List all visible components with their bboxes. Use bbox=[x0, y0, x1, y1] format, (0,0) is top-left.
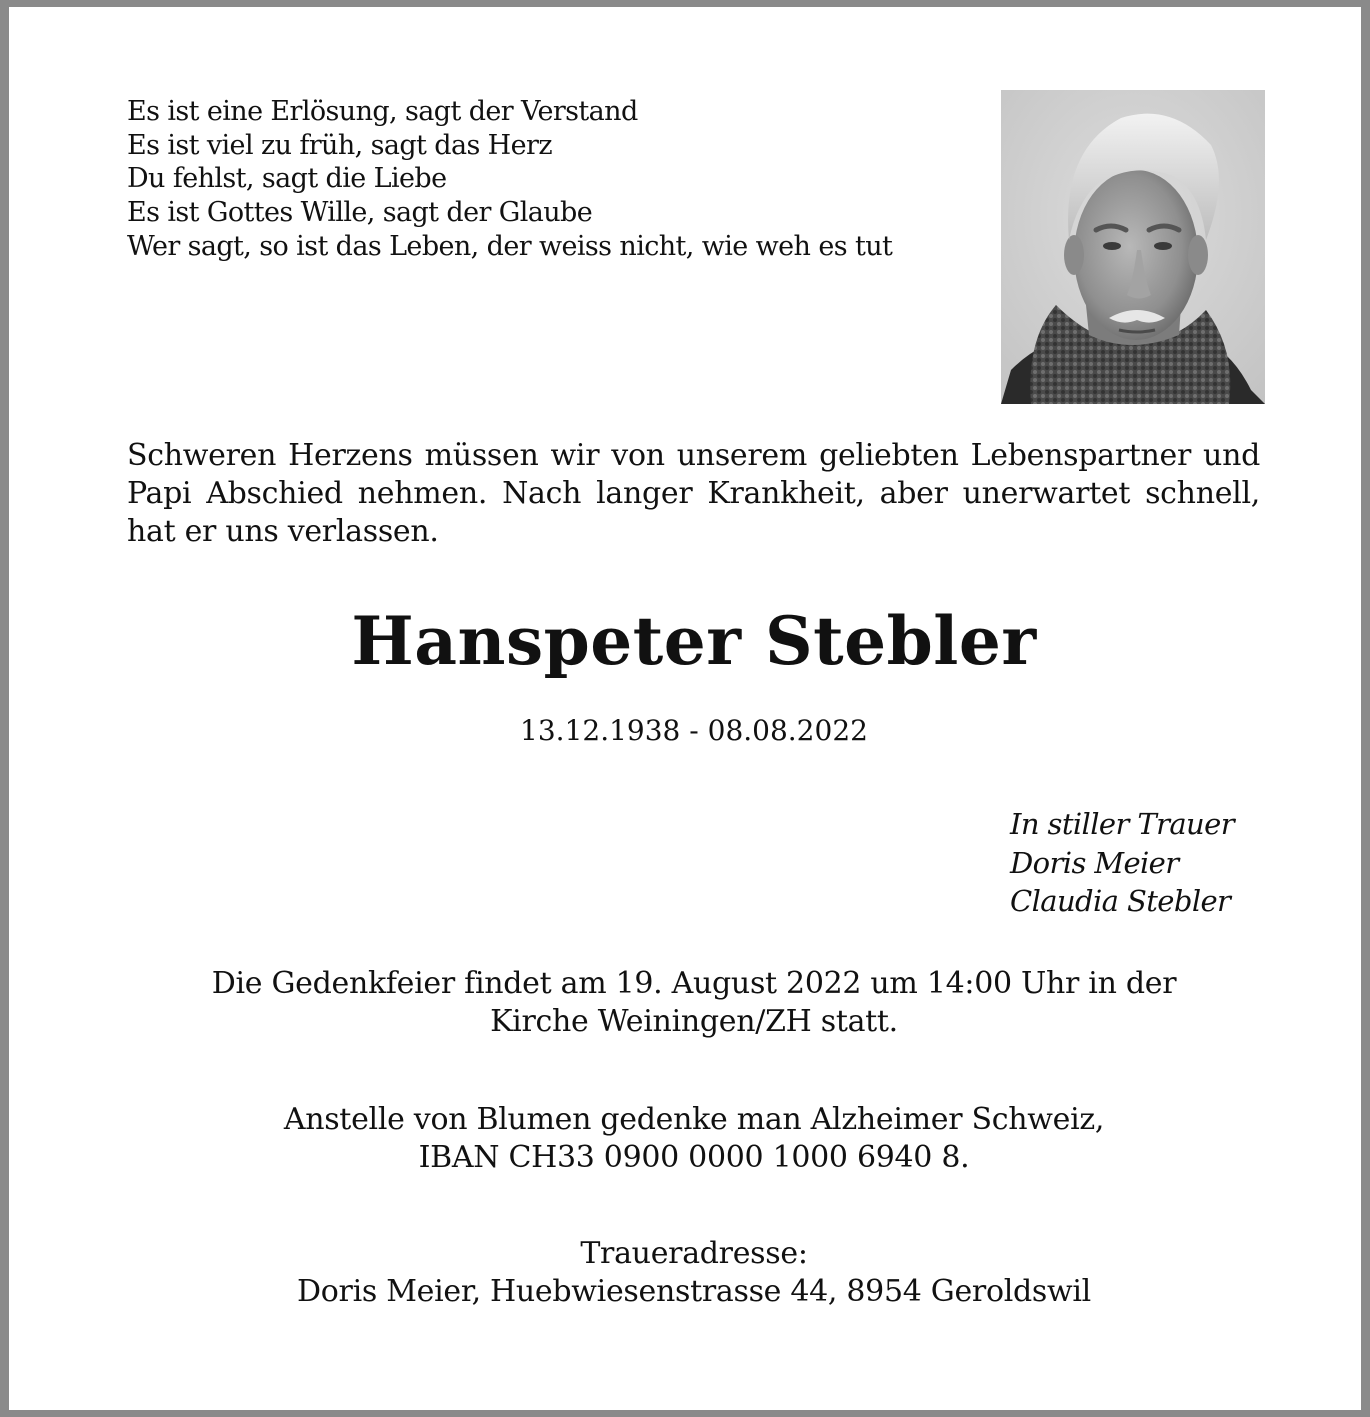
address-line: Doris Meier, Huebwiesenstrasse 44, 8954 Geroldswil bbox=[297, 1273, 1091, 1309]
donation-line: IBAN CH33 0900 0000 1000 6940 8. bbox=[418, 1139, 970, 1175]
mourners-heading: In stiller Trauer bbox=[1010, 807, 1234, 841]
ceremony-line: Kirche Weiningen/ZH statt. bbox=[490, 1003, 898, 1039]
portrait-icon bbox=[1001, 90, 1265, 404]
donation-info bbox=[9, 1101, 1370, 1176]
portrait-photo bbox=[1001, 90, 1265, 404]
address-label: Traueradresse: bbox=[580, 1236, 808, 1271]
mourner-name: Doris Meier bbox=[1010, 845, 1179, 880]
mourning-address bbox=[9, 1235, 1370, 1310]
poem-line: Wer sagt, so ist das Leben, der weiss nicht, wie weh es tut bbox=[127, 230, 893, 262]
ceremony-info bbox=[9, 965, 1370, 1040]
intro-text: Schweren Herzens müssen wir von unserem geliebten Lebenspartner und Papi Abschied nehmen. Nach langer Krankheit, aber unerwartet schnell, hat er uns verlassen. bbox=[127, 438, 1260, 549]
poem bbox=[127, 95, 892, 264]
life-dates: 13.12.1938 - 08.08.2022 bbox=[520, 714, 868, 747]
mourners-block bbox=[1010, 805, 1234, 921]
poem-line: Es ist eine Erlösung, sagt der Verstand bbox=[127, 96, 638, 127]
deceased-name: Hanspeter Stebler bbox=[351, 602, 1037, 680]
poem-line: Es ist viel zu früh, sagt das Herz bbox=[127, 129, 552, 161]
donation-line: Anstelle von Blumen gedenke man Alzheimer Schweiz, bbox=[283, 1102, 1105, 1137]
mourner-name: Claudia Stebler bbox=[1010, 884, 1231, 918]
poem-line: Du fehlst, sagt die Liebe bbox=[127, 163, 447, 195]
ceremony-line: Die Gedenkfeier findet am 19. August 2022 um 14:00 Uhr in der bbox=[211, 966, 1177, 1001]
poem-line: Es ist Gottes Wille, sagt der Glaube bbox=[127, 197, 593, 229]
